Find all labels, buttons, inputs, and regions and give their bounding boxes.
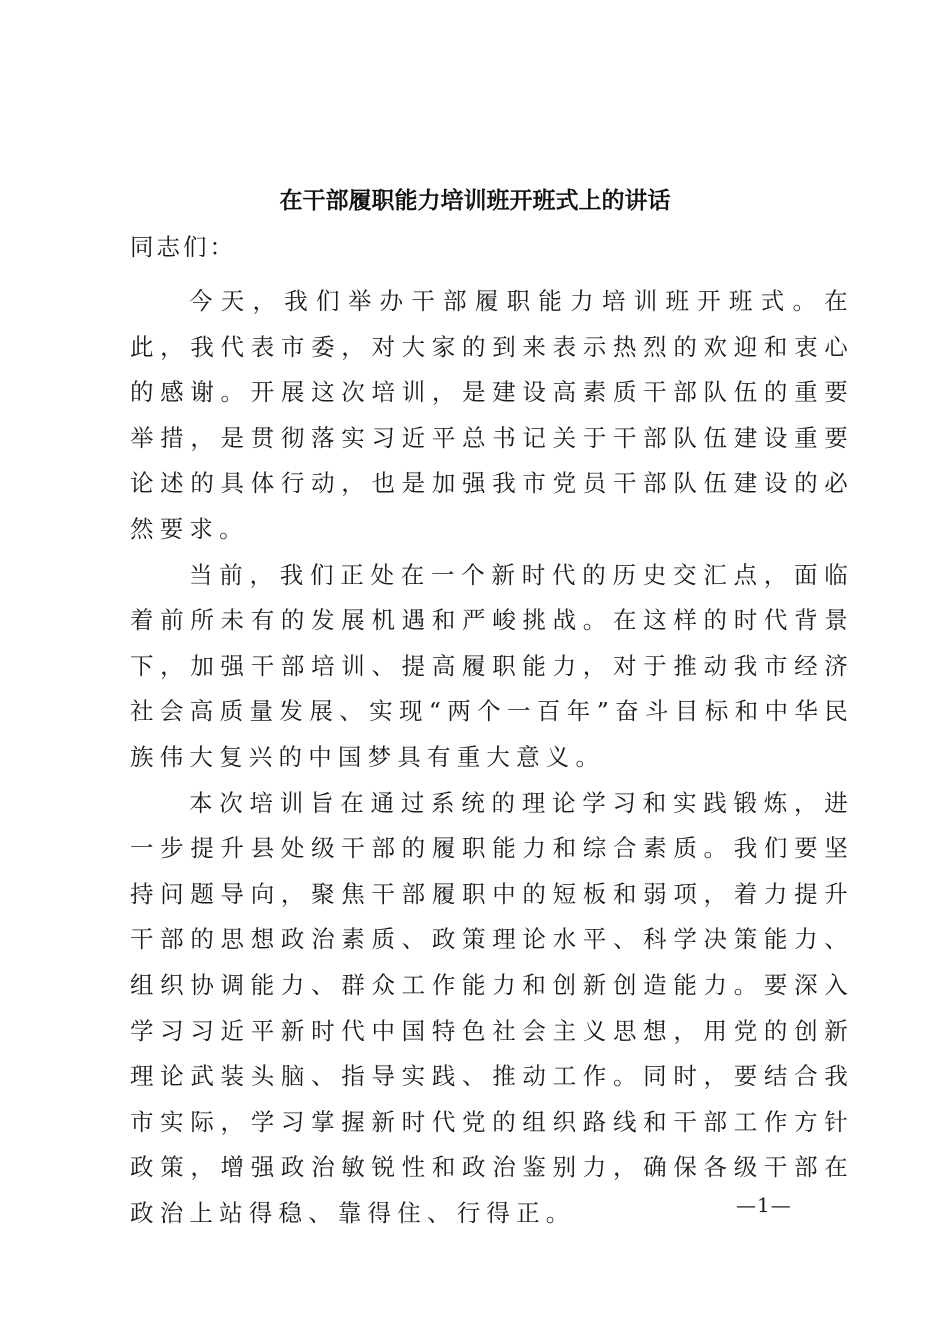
paragraph: 本次培训旨在通过系统的理论学习和实践锻炼，进一步提升县处级干部的履职能力和综合素质。我们要坚持问题导向，聚焦干部履职中的短板和弱项，着力提升干部的思想政治素质、政策理论水平、科学决策能力、组织协调能力、群众工作能力和创新创造能力。要深入学习习近平新时代中国特色社会主义思想，用党的创新理论武装头脑、指导实践、推动工作。同时，要结合我市实际，学习掌握新时代党的组织路线和干部工作方针政策，增强政治敏锐性和政治鉴别力，确保各级干部在政治上站得稳、靠得住、行得正。 <box>130 788 854 1227</box>
salutation: 同志们： <box>130 233 236 261</box>
body-text <box>130 279 854 1236</box>
paragraph: 当前，我们正处在一个新时代的历史交汇点，面临着前所未有的发展机遇和严峻挑战。在这样的时代背景下，加强干部培训、提高履职能力，对于推动我市经济社会高质量发展、实现“两个一百年”奋斗目标和中华民族伟大复兴的中国梦具有重大意义。 <box>130 560 854 771</box>
page-number: —1— <box>736 1193 792 1217</box>
paragraph: 今天，我们举办干部履职能力培训班开班式。在此，我代表市委，对大家的到来表示热烈的欢迎和衷心的感谢。开展这次培训，是建设高素质干部队伍的重要举措，是贯彻落实习近平总书记关于干部队伍建设重要论述的具体行动，也是加强我市党员干部队伍建设的必然要求。 <box>130 287 854 543</box>
page-title: 在干部履职能力培训班开班式上的讲话 <box>279 187 671 214</box>
